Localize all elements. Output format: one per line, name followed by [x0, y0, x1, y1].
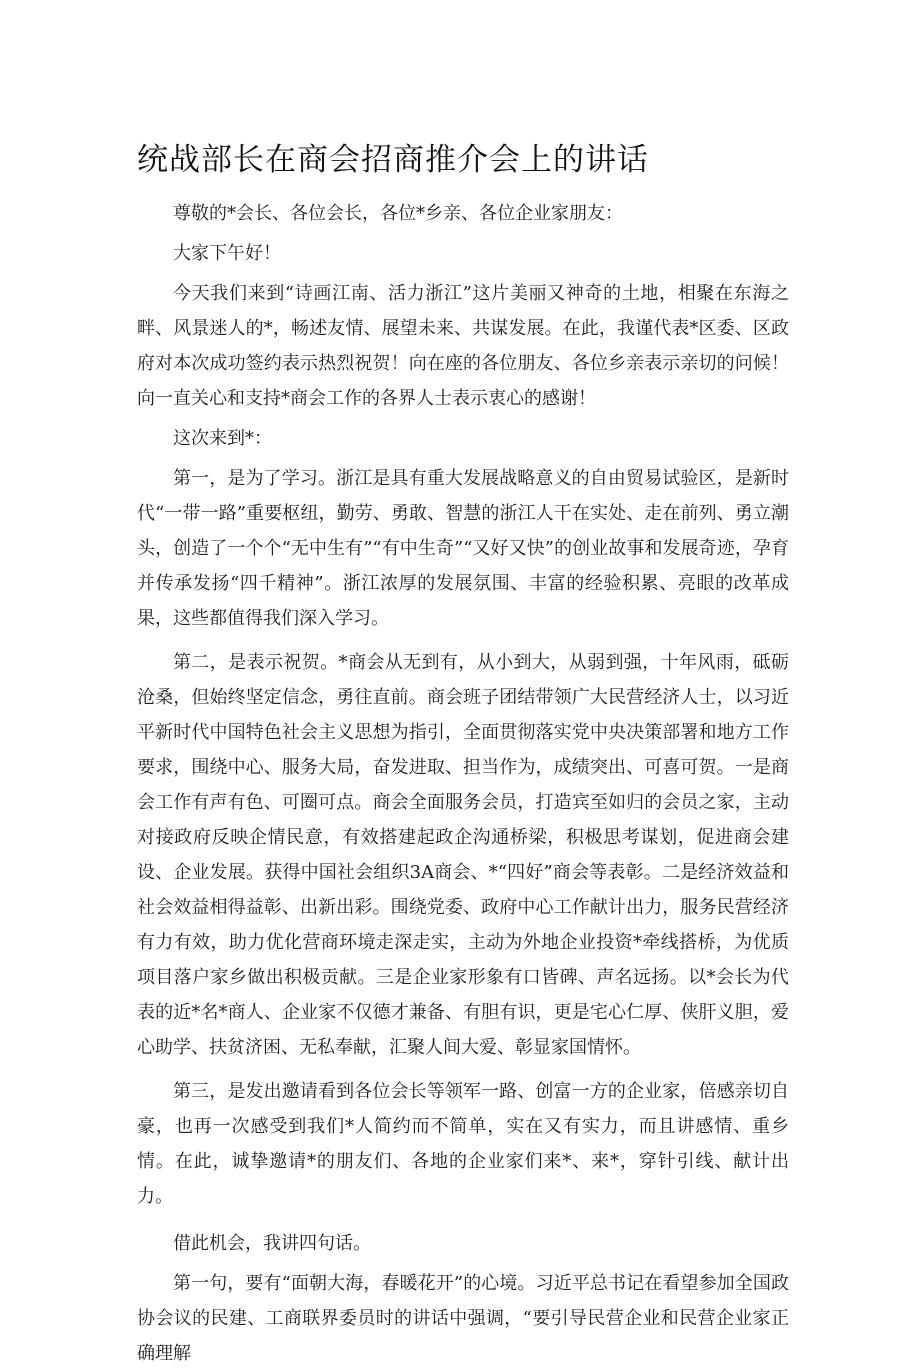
paragraph-four-points-intro: 借此机会，我讲四句话。: [173, 1233, 371, 1254]
paragraph-first-learning: 第一，是为了学习。浙江是具有重大发展战略意义的自由贸易试验区，是新时代“一带一路”重要枢纽，勤劳、勇敢、智慧的浙江人干在实处、走在前列、勇立潮头，创造了一个个“无中生有”“有中生奇”“又好又快”的创业故事和发展奇迹，孕育并传承发扬“四千精神”。浙江浓厚的发展氛围、丰富的经验积累、亮眼的改革成果，这些都值得我们深入学习。: [137, 468, 789, 629]
document-body: [137, 196, 789, 1371]
paragraph-first-point: 第一句，要有“面朝大海，春暖花开”的心境。习近平总书记在看望参加全国政协会议的民建、工商联界委员时的讲话中强调，“要引导民营企业和民营企业家正确理解: [137, 1273, 789, 1364]
paragraph-third-invitation: 第三，是发出邀请看到各位会长等领军一路、创富一方的企业家，倍感亲切自豪，也再一次感受到我们*人简约而不简单，实在又有实力，而且讲感情、重乡情。在此，诚挚邀请*的朋友们、各地的企业家们来*、来*，穿针引线、献计出力。: [137, 1081, 789, 1207]
document-title: 统战部长在商会招商推介会上的讲话: [137, 142, 649, 178]
paragraph-purpose-intro: 这次来到*：: [173, 428, 272, 449]
paragraph-salutation: 尊敬的*会长、各位会长，各位*乡亲、各位企业家朋友：: [173, 203, 623, 224]
paragraph-second-congratulations: 第二，是表示祝贺。*商会从无到有，从小到大，从弱到强，十年风雨，砥砺沧桑，但始终坚定信念，勇往直前。商会班子团结带领广大民营经济人士，以习近平新时代中国特色社会主义思想为指引，全面贯彻落实党中央决策部署和地方工作要求，围绕中心、服务大局，奋发进取、担当作为，成绩突出、可喜可贺。一是商会工作有声有色、可圈可点。商会全面服务会员，打造宾至如归的会员之家，主动对接政府反映企情民意，有效搭建起政企沟通桥梁，积极思考谋划，促进商会建设、企业发展。获得中国社会组织3A商会、*“四好”商会等表彰。二是经济效益和社会效益相得益彰、出新出彩。围绕党委、政府中心工作献计出力，服务民营经济有力有效，助力优化营商环境走深走实，主动为外地企业投资*牵线搭桥，为优质项目落户家乡做出积极贡献。三是企业家形象有口皆碑、声名远扬。以*会长为代表的近*名*商人、企业家不仅德才兼备、有胆有识，更是宅心仁厚、侠肝义胆，爱心助学、扶贫济困、无私奉献，汇聚人间大爱、彰显家国情怀。: [137, 652, 789, 1058]
paragraph-greeting: 大家下午好！: [173, 243, 281, 264]
paragraph-opening: 今天我们来到“诗画江南、活力浙江”这片美丽又神奇的土地，相聚在东海之畔、风景迷人的*，畅述友情、展望未来、共谋发展。在此，我谨代表*区委、区政府对本次成功签约表示热烈祝贺！向在座的各位朋友、各位乡亲表示亲切的问候！向一直关心和支持*商会工作的各界人士表示衷心的感谢！: [137, 283, 789, 409]
